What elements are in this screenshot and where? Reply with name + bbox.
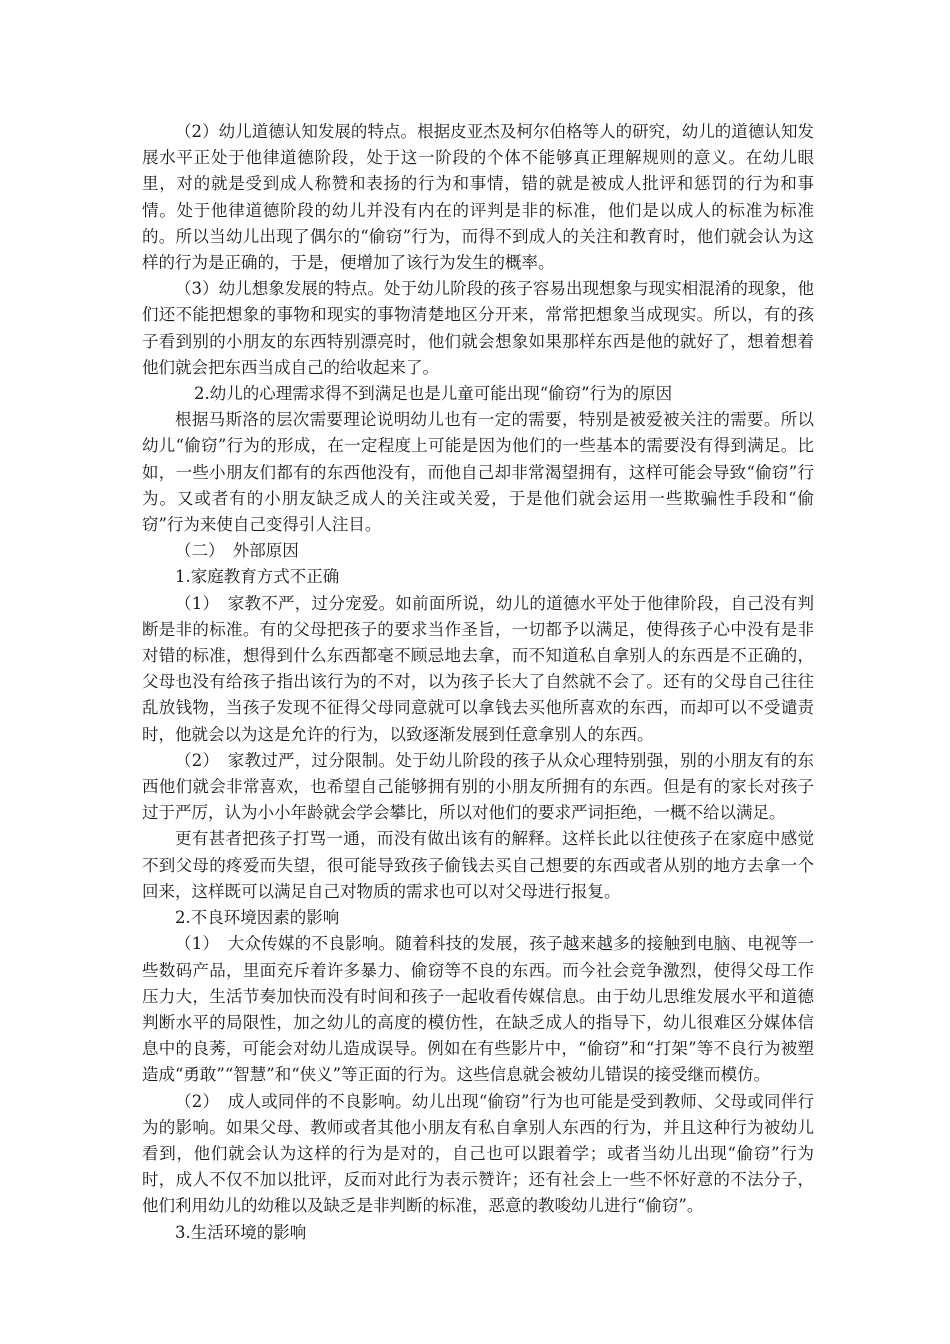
heading-environment-factors: 2.不良环境因素的影响 [175, 908, 340, 928]
heading-external-causes: （二） 外部原因 [175, 541, 299, 561]
paragraph-punishment: 更有甚者把孩子打骂一通，而没有做出该有的解释。这样长此以往使孩子在家庭中感觉不到父母的疼爱而失望，很可能导致孩子偷钱去买自己想要的东西或者从别的地方去拿一个回来，这样既可以满足自己对物质的需求也可以对父母进行报复。 [142, 829, 814, 901]
paragraph-mass-media: （1） 大众传媒的不良影响。随着科技的发展，孩子越来越多的接触到电脑、电视等一些数码产品，里面充斥着许多暴力、偷窃等不良的东西。而今社会竞争激烈，使得父母工作压力大，生活节奏加快而没有时间和孩子一起收看传媒信息。由于幼儿思维发展水平和道德判断水平的局限性，加之幼儿的高度的模仿性，在缺乏成人的指导下，幼儿很难区分媒体信息中的良莠，可能会对幼儿造成误导。例如在有些影片中，“偷窃”和“打架”等不良行为被塑造成“勇敢”“智慧”和“侠义”等正面的行为。这些信息就会被幼儿错误的接受继而模仿。 [142, 934, 814, 1085]
paragraph-adult-peer-influence: （2） 成人或同伴的不良影响。幼儿出现“偷窃”行为也可能是受到教师、父母或同伴行为的影响。如果父母、教师或者其他小朋友有私自拿别人东西的行为，并且这种行为被幼儿看到，他们就会认为这样的行为是对的，自己也可以跟着学；或者当幼儿出现“偷窃”行为时，成人不仅不加以批评，反而对此行为表示赞许；还有社会上一些不怀好意的不法分子，他们利用幼儿的幼稚以及缺乏是非判断的标准，恶意的教唆幼儿进行“偷窃”。 [142, 1091, 814, 1216]
document-body [142, 119, 814, 1246]
paragraph-moral-cognition: （2）幼儿道德认知发展的特点。根据皮亚杰及柯尔伯格等人的研究，幼儿的道德认知发展水平正处于他律道德阶段，处于这一阶段的个体不能够真正理解规则的意义。在幼儿眼里，对的就是受到成人称赞和表扬的行为和事情，错的就是被成人批评和惩罚的行为和事情。处于他律道德阶段的幼儿并没有内在的评判是非的标准，他们是以成人的标准为标准的。所以当幼儿出现了偶尔的“偷窃”行为，而得不到成人的关注和教育时，他们就会认为这样的行为是正确的，于是，便增加了该行为发生的概率。 [142, 122, 814, 273]
paragraph-maslow-needs: 根据马斯洛的层次需要理论说明幼儿也有一定的需要，特别是被爱被关注的需要。所以幼儿“偷窃”行为的形成，在一定程度上可能是因为他们的一些基本的需要没有得到满足。比如，一些小朋友们都有的东西他没有，而他自己却非常渴望拥有，这样可能会导致“偷窃”行为。又或者有的小朋友缺乏成人的关注或关爱，于是他们就会运用一些欺骗性手段和“偷窃”行为来使自己变得引人注目。 [142, 410, 814, 535]
heading-family-education: 1.家庭教育方式不正确 [175, 567, 340, 587]
paragraph-imagination: （3）幼儿想象发展的特点。处于幼儿阶段的孩子容易出现想象与现实相混淆的现象，他们还不能把想象的事物和现实的事物清楚地区分开来，常常把想象当成现实。所以，有的孩子看到别的小朋友的东西特别漂亮时，他们就会想象如果那样东西是他的就好了，想着想着他们就会把东西当成自己的给收起来了。 [142, 279, 814, 377]
heading-living-environment: 3.生活环境的影响 [175, 1222, 307, 1242]
paragraph-strict-parenting: （2） 家教过严，过分限制。处于幼儿阶段的孩子从众心理特别强，别的小朋友有的东西他们就会非常喜欢，也希望自己能够拥有别的小朋友所拥有的东西。但是有的家长对孩子过于严厉，认为小小年龄就会学会攀比，所以对他们的要求严词拒绝，一概不给以满足。 [142, 750, 814, 823]
heading-psychological-needs: 2.幼儿的心理需求得不到满足也是儿童可能出现“偷窃”行为的原因 [194, 384, 673, 404]
paragraph-lax-parenting: （1） 家教不严，过分宠爱。如前面所说，幼儿的道德水平处于他律阶段，自己没有判断是非的标准。有的父母把孩子的要求当作圣旨，一切都予以满足，使得孩子心中没有是非对错的标准，想得到什么东西都毫不顾忌地去拿，而不知道私自拿别人的东西是不正确的，父母也没有给孩子指出该行为的不对，以为孩子长大了自然就不会了。还有的父母自己往往乱放钱物，当孩子发现不征得父母同意就可以拿钱去买他所喜欢的东西，而却可以不受谴责时，他就会以为这是允许的行为，以致逐渐发展到任意拿别人的东西。 [142, 593, 814, 744]
